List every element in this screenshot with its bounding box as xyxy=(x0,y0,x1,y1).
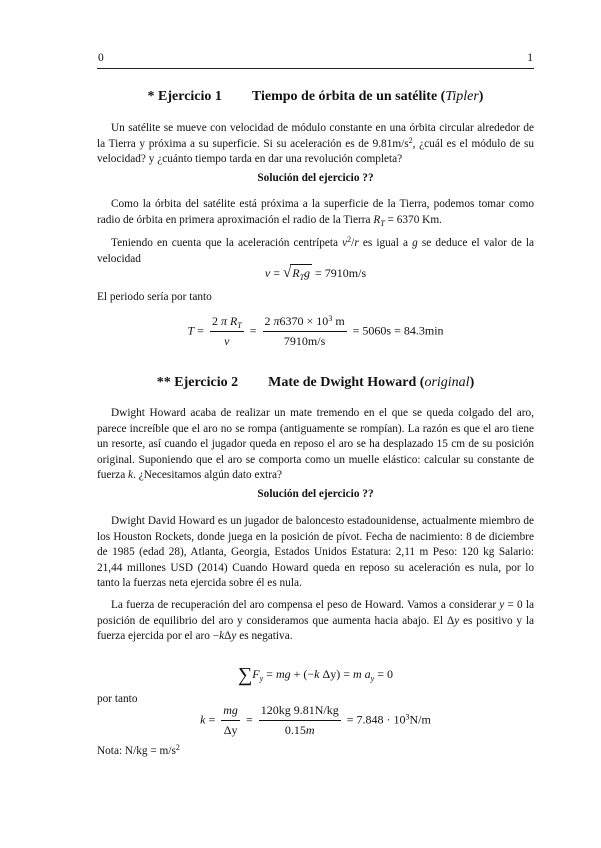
exercise-source: Tipler xyxy=(445,89,479,104)
solution-paragraph: La fuerza de recuperación del aro compensa el peso de Howard. Vamos a considerar y = 0 la posición de equilibrio del aro y consideramos que aumenta hacia abajo. El Δy es positivo y la fuerza ejercida por el aro −kΔy es negativa. xyxy=(97,599,534,643)
equation-k: k = $\frac{mg}{\Delta y}$ = $\frac{120kg 9.81N/kg}{0.15m}$ = $7.848 \cdot 10^3N/m$ xyxy=(200,703,431,737)
solution-paragraph: Dwight David Howard es un jugador de baloncesto estadounidense, actualmente miembro de los Houston Rockets, donde juega en la posición de pívot. Fecha de nacimiento: 8 de diciembre de 1985 (edad 28), Atlanta, Georgia, Estados Unidos Estatura: 2,11 m Peso: 120 kg Salario: 21,44 millones USD (2014) Cuando Howard queda en reposo su aceleración es nula, por lo tanto la fuerzas neta ejercida sobre él es nula. xyxy=(97,515,534,590)
solution-paragraph: por tanto xyxy=(97,693,138,705)
page-header xyxy=(97,50,534,69)
exercise-1-title xyxy=(97,89,534,105)
exercise-title: Tiempo de órbita de un satélite ( xyxy=(251,89,446,104)
exercise-title: Mate de Dwight Howard ( xyxy=(268,375,425,390)
solution-paragraph: Teniendo en cuenta que la aceleración centrípeta $v^2/r$ es igual a g se deduce el valor de la velocidad xyxy=(97,235,535,265)
exercise-2-title xyxy=(97,375,534,391)
solution-paragraph: Como la órbita del satélite está próxima a la superficie de la Tierra, podemos tomar como radio de órbita en primera aproximación el radio de la Tierra $R_T = 6370$ Km. xyxy=(97,198,534,228)
paren: ) xyxy=(478,89,484,104)
equation-period: T = $\frac{2 \pi R_T}{v}$ = $\frac{2 \pi 6370 \times 10^3 m}{7910m/s}$ = 5060s = 84.3min xyxy=(187,314,444,348)
exercise-number: ** Ejercicio 2 xyxy=(156,375,239,390)
page-number: 1 xyxy=(527,52,533,64)
header-left: 0 xyxy=(98,52,104,64)
solution-heading: Solución del ejercicio ?? xyxy=(257,488,374,500)
solution-paragraph: El periodo sería por tanto xyxy=(97,291,212,303)
solution-heading: Solución del ejercicio ?? xyxy=(257,172,374,184)
exercise-number: * Ejercicio 1 xyxy=(147,89,222,104)
paren: ) xyxy=(469,375,475,390)
exercise-2-statement: Dwight Howard acaba de realizar un mate tremendo en el que se queda colgado del aro, parece increíble que el aro no se rompa (antiguamente se rompían). La razón es que el aro tiene un resorte, así cuando el jugador queda en reposo el aro se ha desplazado 15 cm de su posición original. Suponiendo que el aro se comporta como un muelle elástico: calcular su constante de fuerza k. ¿Necesitamos algún dato extra? xyxy=(97,407,534,482)
note: Nota: $N/kg = m/s^2$ xyxy=(97,743,180,757)
equation-velocity: $v = √R_Tg = 7910m/s$ xyxy=(264,265,367,282)
equation-sum-forces: $\sum F_y$ = mg + (−k Δy) = m $a_y = 0$ xyxy=(238,664,393,686)
exercise-source: original xyxy=(424,375,470,390)
exercise-1-statement: Un satélite se mueve con velocidad de módulo constante en una órbita circular alrededor de la Tierra y próxima a su superficie. Si su aceleración es de $9.81m/s^2$, ¿cuál es el módulo de su velocidad? y ¿cuánto tiempo tarda en dar una revolución completa? xyxy=(97,122,534,166)
